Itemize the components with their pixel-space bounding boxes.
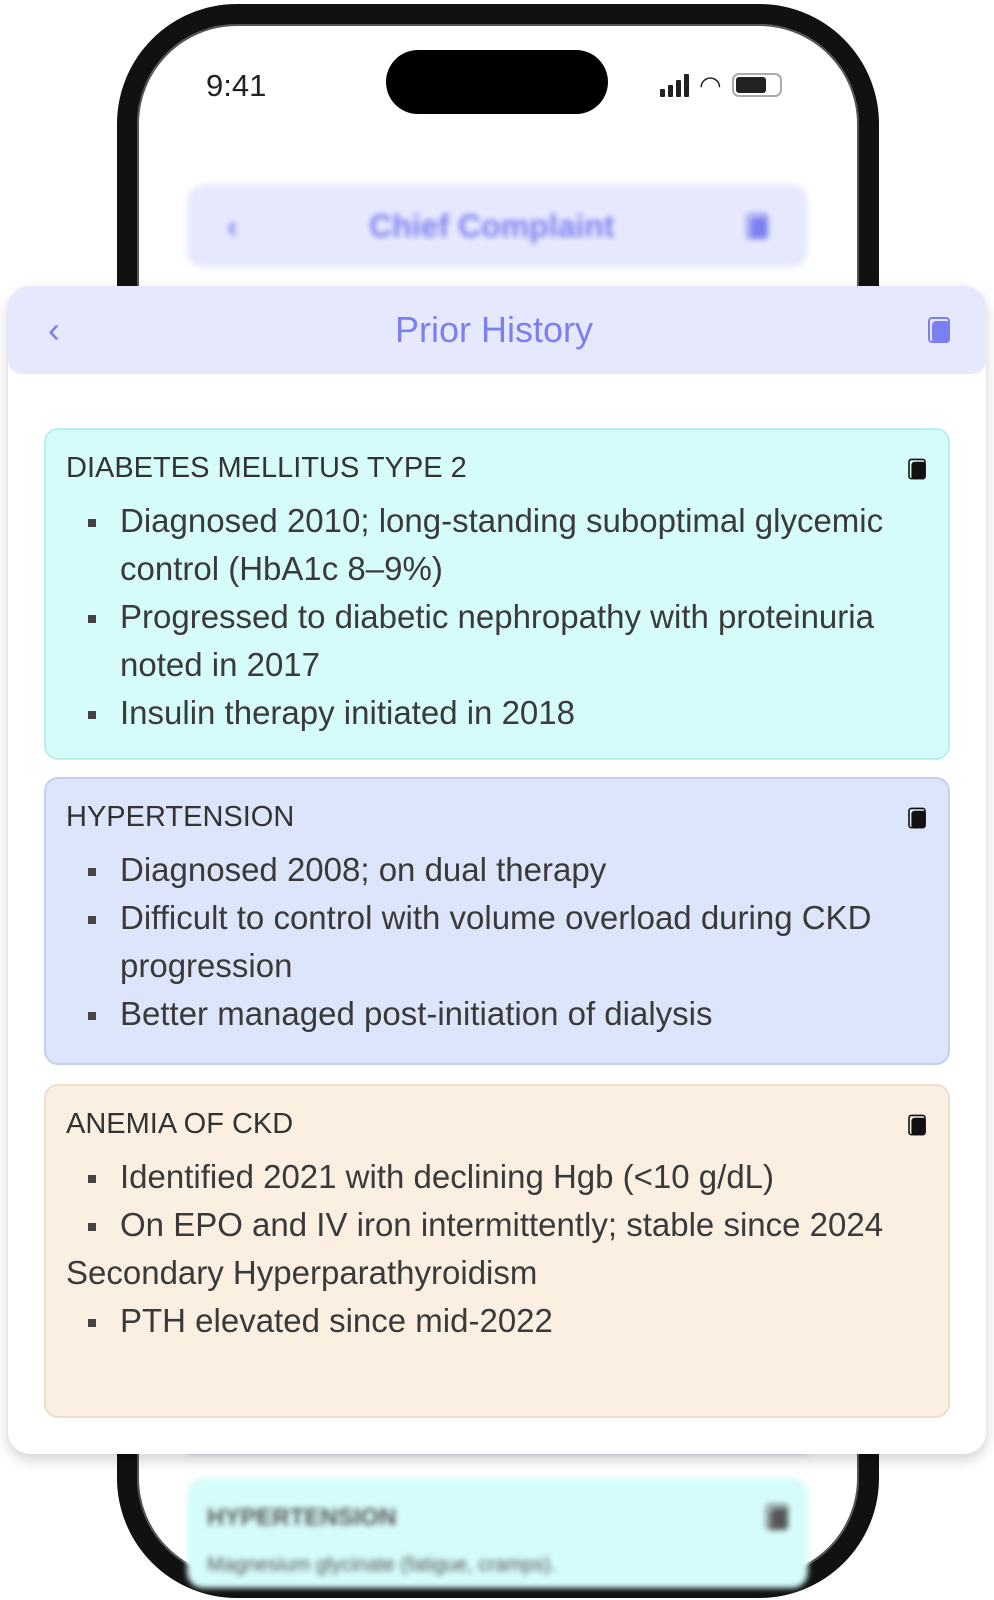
background-title: Chief Complaint bbox=[369, 207, 615, 244]
page-title: Prior History bbox=[394, 309, 594, 350]
list-item: Identified 2021 with declining Hgb (<10 g/dL) bbox=[66, 1153, 928, 1201]
back-button[interactable]: ‹ bbox=[48, 309, 60, 350]
background-card bbox=[187, 1478, 808, 1588]
card-title: HYPERTENSION bbox=[66, 801, 295, 833]
panel-header bbox=[8, 286, 986, 374]
copy-icon bbox=[766, 1504, 788, 1530]
list-item: Diagnosed 2008; on dual therapy bbox=[66, 846, 928, 894]
list-item: Insulin therapy initiated in 2018 bbox=[66, 689, 928, 737]
history-card-hypertension bbox=[44, 777, 950, 1065]
list-item: Difficult to control with volume overload during CKD progression bbox=[66, 894, 928, 990]
dynamic-island bbox=[386, 50, 608, 114]
status-time: 9:41 bbox=[206, 68, 267, 103]
copy-icon bbox=[746, 213, 768, 239]
background-header bbox=[187, 184, 808, 268]
back-icon: ‹ bbox=[227, 207, 238, 244]
copy-button[interactable] bbox=[908, 807, 926, 828]
history-card-diabetes bbox=[44, 428, 950, 760]
card-title: ANEMIA OF CKD bbox=[66, 1108, 294, 1140]
list-item: Diagnosed 2010; long-standing suboptimal glycemic control (HbA1c 8–9%) bbox=[66, 497, 928, 593]
copy-button[interactable] bbox=[908, 1114, 926, 1135]
history-card-anemia bbox=[44, 1084, 950, 1418]
list-item: PTH elevated since mid-2022 bbox=[66, 1297, 928, 1345]
signal-icon bbox=[660, 73, 689, 97]
background-card-text: Magnesium glycinate (fatigue, cramps). bbox=[207, 1554, 557, 1576]
copy-button[interactable] bbox=[908, 458, 926, 479]
battery-icon bbox=[732, 73, 782, 97]
list-item: Better managed post-initiation of dialysis bbox=[66, 990, 928, 1038]
subheading: Secondary Hyperparathyroidism bbox=[66, 1254, 538, 1291]
card-title: DIABETES MELLITUS TYPE 2 bbox=[66, 452, 467, 484]
background-card-title: HYPERTENSION bbox=[207, 1504, 397, 1531]
status-icons bbox=[660, 72, 782, 98]
copy-all-button[interactable] bbox=[928, 317, 950, 343]
list-item: Progressed to diabetic nephropathy with proteinuria noted in 2017 bbox=[66, 593, 928, 689]
list-item: On EPO and IV iron intermittently; stable since 2024 bbox=[66, 1201, 928, 1249]
wifi-icon: ◠ bbox=[699, 70, 722, 100]
prior-history-panel bbox=[8, 286, 986, 1454]
